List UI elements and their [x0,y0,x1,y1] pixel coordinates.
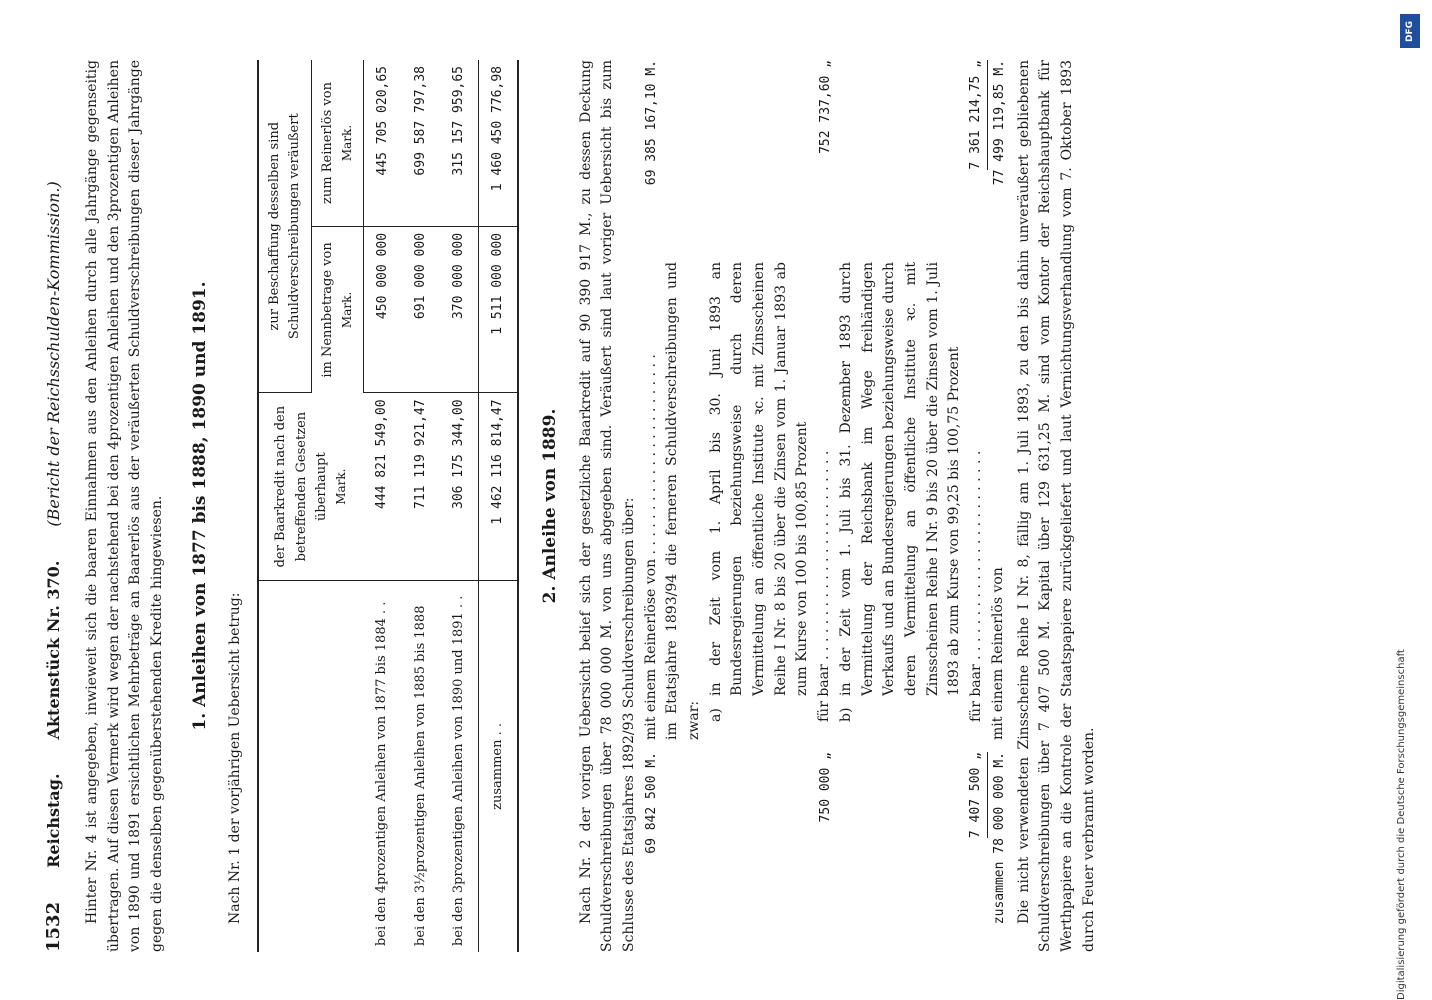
total-line-proceeds: 77 499 119,85 M. [991,60,1007,186]
total-line [988,60,1010,952]
credit-column-unit: Mark. [333,468,348,505]
table-row [402,60,440,952]
line-previous-proceeds: 69 385 167,10 M. [644,60,660,186]
row-nominal: 450 000 000 [363,226,402,392]
row-label: bei den 4prozentigen Anleihen von 1877 bis 1884 . . [374,601,390,946]
proceeds-column-header [311,60,363,226]
page-header [40,60,68,952]
header-doc: Aktenstück Nr. 370. [44,560,63,740]
item-a [706,60,814,952]
row-proceeds: 699 587 797,38 [402,60,440,226]
line-previous [641,60,663,952]
row-credit: 711 119 921,47 [402,393,440,580]
row-proceeds: 445 705 020,65 [363,60,402,226]
credit-column-header [258,393,364,580]
item-b-tail: für baar . . . . . . . . . . . . . . . . . . . . . . . . [968,450,985,722]
total-label: zusammen . . [479,580,519,952]
loans-table [257,60,520,952]
section2-intro: Nach Nr. 2 der vorigen Uebersicht belief sich der gesetzliche Baarkredit auf 90 390 917 M., zu dessen Deckung Schuldverschreibungen über 78 000 000 M. von uns abgegeben sind. Veräußert sind laut voriger Uebersicht bis zum Schlusse des Etatsjahres 1892/93 Schuldverschreibungen über: [577,60,637,952]
header-left: Reichstag. [44,773,63,868]
item-a-tail: für baar . . . . . . . . . . . . . . . . . . . . . . . . [816,450,833,722]
item-b-text: in der Zeit vom 1. Juli bis 31. Dezember 1893 durch Vermittelung der Reichsbank im Wege freihändigen Verkaufs und an Bundesregierungen beziehungsweise durch deren Vermittelung an öffentliche Institute ꝛc. mit Zinsscheinen Reihe I Nr. 9 bis 20 über die Zinsen vom 1. Juli 1893 ab zum Kurse von 99,25 bis 100,75 Prozent [837,262,963,696]
total-proceeds: 1 460 450 776,98 [479,60,519,226]
row-credit: 306 175 344,00 [440,393,479,580]
row-proceeds: 315 157 959,65 [440,60,479,226]
total-line-text: mit einem Reinerlös von [990,567,1007,740]
section2-body [576,60,1101,952]
item-a-proceeds: 752 737,60 „ [817,60,833,154]
item-b-tag: b) [837,707,854,722]
item-b [836,60,966,952]
section1-intro: Nach Nr. 1 der vorjährigen Uebersicht betrug: [226,592,243,924]
line-further-text: im Etatsjahre 1893/94 die ferneren Schuldverschreibungen und zwar: [664,262,703,740]
page-number: 1532 [43,901,64,952]
credit-column-title: der Baarkredit nach den betreffenden Gesetzen überhaupt [273,405,329,568]
line-previous-amount: 69 842 500 M. [644,752,660,854]
row-credit: 444 821 549,00 [363,393,402,580]
line-further [662,60,705,952]
proceeds-column-unit: Mark. [340,124,355,162]
row-label: bei den 3½prozentigen Anleihen von 1885 bis 1888 [412,605,428,946]
dfg-sidebar [1392,8,1428,1000]
total-nominal: 1 511 000 000 [479,226,519,392]
header-right: (Bericht der Reichsschulden-Kommission.) [44,181,63,527]
section1-title: 1. Anleihen von 1877 bis 1888, 1890 und 1891. [189,281,210,731]
section2-title: 2. Anleihe von 1889. [540,408,561,604]
nominal-column-unit: Mark. [340,291,355,329]
item-b-sum [966,60,988,952]
total-credit: 1 462 116 814,47 [479,393,519,580]
item-b-proceeds: 7 361 214,75 „ [966,60,988,170]
item-b-amount: 7 407 500 „ [966,752,988,838]
closing-paragraph: Die nicht verwendeten Zinsscheine Reihe I Nr. 8, fällig am 1. Juli 1893, zu den bis dahin unveräußert gebliebenen Schuldverschreibungen über 7 407 500 M. Kapital über 129 631,25 M. sind vom Kontor der Reichshauptbank für Werthpapiere an die Kontrole der Staatspapiere zurückgeliefert und laut Vernichtungsverhandlung vom 7. Oktober 1893 durch Feuer verbrannt worden. [1015,60,1097,952]
item-a-amount: 750 000 „ [817,752,833,823]
table-row [363,60,402,952]
group-column-header: zur Beschaffung desselben sind Schuldverschreibungen veräußert [258,60,312,393]
label-column-header [258,580,364,952]
dfg-credit-text: Digitalisierung gefördert durch die Deutsche Forschungsgemeinschaft [1396,649,1407,1000]
item-a-tag: a) [707,708,724,722]
table-row [440,60,479,952]
item-a-sum [814,60,836,952]
row-label: bei den 3prozentigen Anleihen von 1890 und 1891 . . [450,595,466,946]
total-line-amount: zusammen 78 000 000 M. [991,752,1007,925]
item-a-text: in der Zeit vom 1. April bis 30. Juni 1893 an Bundesregierungen beziehungsweise durch deren Vermittelung an öffentliche Institute ꝛc. mit Zinsscheinen Reihe I Nr. 8 bis 20 über die Zinsen vom 1. Januar 1893 ab zum Kurse von 100 bis 100,85 Prozent [707,262,811,696]
row-nominal: 691 000 000 [402,226,440,392]
nominal-column-header [311,226,363,392]
proceeds-column-title: zum Reinerlös von [319,82,335,204]
line-previous-text: mit einem Reinerlöse von . . . . . . . . . . . . . . . . . . . . . . . [642,354,659,740]
table-total-row [479,60,519,952]
row-nominal: 370 000 000 [440,226,479,392]
paragraph-intro: Hinter Nr. 4 ist angegeben, inwieweit sich die baaren Einnahmen aus den Anleihen durch alle Jahrgänge gegenseitig übertragen. Auf diesen Vermerk wird wegen der nachstehend bei den 4prozentigen Anleihen und den 3prozentigen Anleihen von 1890 und 1891 ersichtlichen Mehrbeträge an Baarerlös aus der veräußerten Schuldverschreibungen dieser Jahrgänge gegen die denselben gegenüberstehenden Kredite hingewiesen. [83,60,165,952]
nominal-column-title: im Nennbetrage von [319,242,335,378]
dfg-logo-icon: DFG [1400,14,1420,48]
